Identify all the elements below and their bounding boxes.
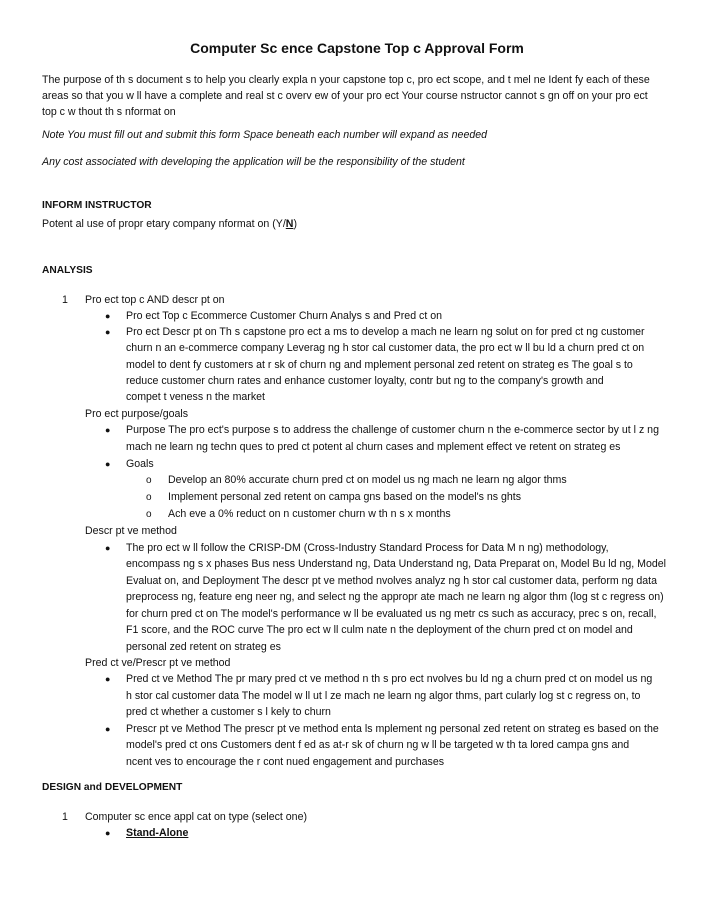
page-title: Computer Sc ence Capstone Top c Approval Form [190, 40, 524, 56]
purpose-line: Purpose The pro ect's purpose s to address the challenge of customer churn n the e-commerce sector by ut l z ng [126, 424, 659, 436]
purpose-line: mach ne learn ng techn ques to pred ct potent al churn cases and mplement effect ve retent on strateg es [126, 441, 621, 453]
topic-description-line: reduce customer churn rates and enhance customer loyalty, contr but ng to the company's growth and [126, 375, 604, 387]
bullet-icon: ● [105, 828, 111, 838]
bullet-icon: ● [105, 459, 111, 469]
prescriptive-line: ncent ves to encourage the r cont nued engagement and purchases [126, 756, 445, 768]
sub-bullet-icon: o [146, 509, 152, 520]
goals-label: Goals [126, 458, 154, 470]
predictive-header: Pred ct ve/Prescr pt ve method [85, 657, 231, 669]
predictive-line: pred ct whether a customer s l kely to churn [126, 706, 331, 718]
predictive-line: h stor cal customer data The model w ll ut l ze mach ne learn ng algor thms, part cularly log st c regress on, to [126, 690, 641, 702]
app-type-header: Computer sc ence appl cat on type (select one) [85, 811, 307, 823]
topic-description-line: churn n an e-commerce company Leverag ng h stor cal customer data, the pro ect w ll bu ld a churn pred ct on [126, 342, 645, 354]
topic-description-line: model to dent fy customers at r sk of churn ng and mplement personal zed retent on strateg es The goal s to [126, 359, 633, 371]
method-line: preprocess ng, feature eng neer ng, and select ng the appropr ate mach ne learn ng algor thm (log st c regress on) [126, 591, 664, 603]
prescriptive-line: Prescr pt ve Method The prescr pt ve method enta ls mplement ng personal zed retent on strateg es based on the [126, 723, 659, 735]
predictive-line: Pred ct ve Method The pr mary pred ct ve method n th s pro ect nvolves bu ld ng a churn pred ct on model us ng [126, 673, 653, 685]
proprietary-question [42, 216, 297, 232]
method-line: F1 score, and the ROC curve The pro ect w ll culm nate n the deployment of the churn pred ct on model and [126, 624, 633, 636]
prescriptive-line: model's pred ct ons Customers dent f ed as at-r sk of churn ng w ll be targeted w th ta lored campa gns and [126, 739, 630, 751]
bullet-icon: ● [105, 311, 111, 321]
bullet-icon: ● [105, 425, 111, 435]
design-item-number: 1 [62, 811, 68, 823]
intro-line: The purpose of th s document s to help you clearly expla n your capstone top c, pro ect scope, and t mel ne Ident fy each of these [42, 74, 650, 86]
method-header: Descr pt ve method [85, 525, 177, 537]
bullet-icon: ● [105, 674, 111, 684]
intro-paragraph [42, 72, 672, 120]
goal-item: Implement personal zed retent on campa gns based on the model's ns ghts [168, 491, 522, 503]
method-line: encompass ng s x phases Bus ness Understand ng, Data Understand ng, Data Preparat on, Model Bu ld ng, Model [126, 558, 667, 570]
topic-description-line: compet t veness n the market [126, 391, 265, 403]
note-text: Note You must fill out and submit this form Space beneath each number will expand as needed [42, 129, 488, 141]
analysis-item-number: 1 [62, 294, 68, 306]
design-heading: DESIGN and DEVELOPMENT [42, 782, 183, 793]
topic-description-line: Pro ect Descr pt on Th s capstone pro ect a ms to develop a mach ne learn ng solut on for pred ct ng customer [126, 326, 645, 338]
bullet-icon: ● [105, 327, 111, 337]
method-line: The pro ect w ll follow the CRISP-DM (Cross-Industry Standard Process for Data M n ng) methodology, [126, 542, 609, 554]
cost-note: Any cost associated with developing the application will be the responsibility of the student [42, 156, 465, 168]
analysis-heading: ANALYSIS [42, 265, 93, 276]
method-line: Evaluat on, and Deployment The descr pt ve method nvolves analyz ng h stor cal customer data, perform ng data [126, 575, 657, 587]
method-line: for churn pred ct on The model's performance w ll be evaluated us ng metr cs such as accuracy, prec s on, recall, [126, 608, 657, 620]
topic-item: Pro ect Top c Ecommerce Customer Churn Analys s and Pred ct on [126, 310, 442, 322]
purpose-header: Pro ect purpose/goals [85, 408, 189, 420]
topic-header: Pro ect top c AND descr pt on [85, 294, 225, 306]
intro-line: top c w thout th s nformat on [42, 106, 176, 118]
proprietary-label: Potent al use of propr etary company nformat on (Y/ [42, 218, 286, 230]
inform-instructor-heading: INFORM INSTRUCTOR [42, 200, 152, 211]
proprietary-answer: N [285, 218, 294, 230]
sub-bullet-icon: o [146, 492, 152, 503]
bullet-icon: ● [105, 724, 111, 734]
sub-bullet-icon: o [146, 475, 152, 486]
goal-item: Develop an 80% accurate churn pred ct on model us ng mach ne learn ng algor thms [168, 474, 567, 486]
app-type-selected: Stand-Alone [126, 827, 189, 839]
goal-item: Ach eve a 0% reduct on n customer churn w th n s x months [168, 508, 451, 520]
bullet-icon: ● [105, 543, 111, 553]
method-line: personal zed retent on strateg es [126, 641, 281, 653]
intro-line: areas so that you w ll have a complete and real st c overv ew of your pro ect Your course nstructor cannot s gn off on your pro ect [42, 90, 648, 102]
proprietary-suffix: ) [293, 218, 297, 230]
